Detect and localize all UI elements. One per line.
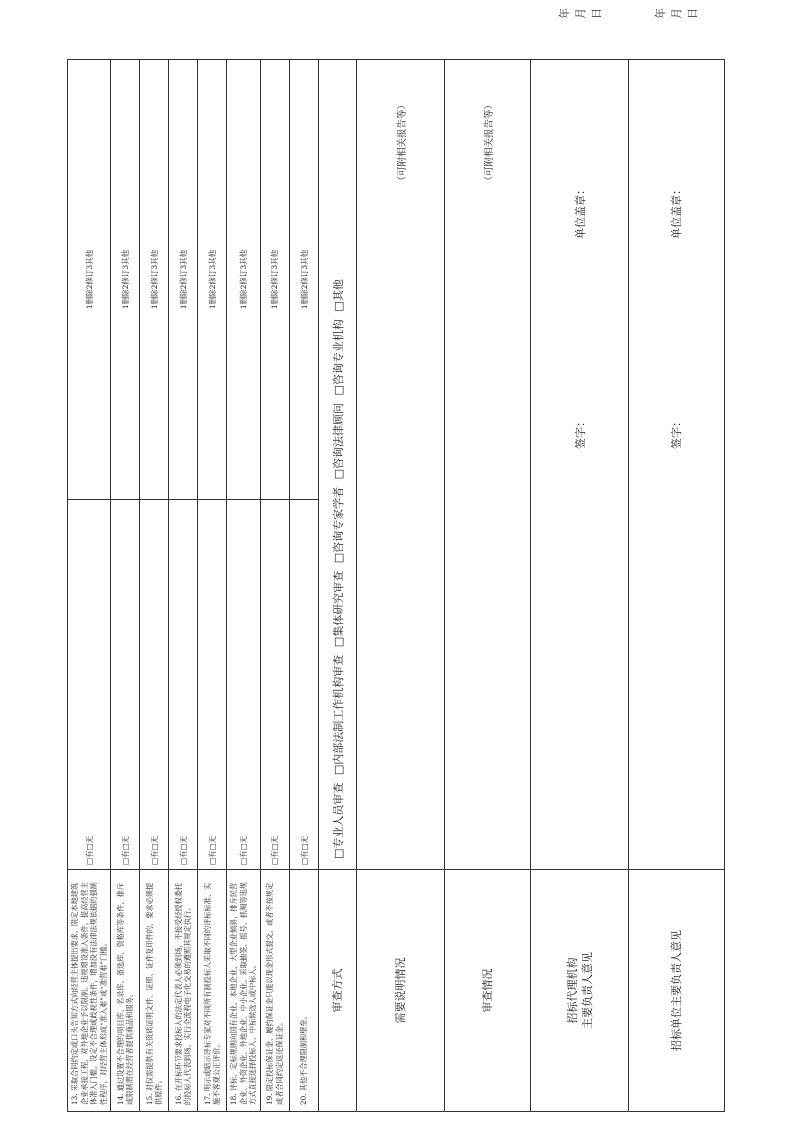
agency-year-label: 年 bbox=[557, 8, 571, 19]
agency-seal-label: 单位盖章： bbox=[573, 184, 587, 239]
criterion-text: 15. 对仅需提供有关资质证明文件、证照、证件复印件的，要求必须提供原件。 bbox=[140, 870, 169, 1112]
agency-month-label: 月 bbox=[573, 8, 587, 19]
option-professional[interactable]: □专业人员审查 bbox=[331, 782, 345, 859]
tenderer-opinion-row bbox=[628, 60, 724, 1112]
handling-options: 1删除2修订3其他 bbox=[68, 60, 111, 500]
explain-label: 需要说明情况 bbox=[357, 870, 445, 1112]
option-legal-advisor[interactable]: □咨询法律顾问 bbox=[331, 402, 345, 480]
agency-opinion-label bbox=[531, 870, 628, 1112]
agency-label-line1: 招标代理机构 bbox=[565, 957, 579, 1024]
criterion-text: 19. 限定投标保证金、履约保证金只能以现金形式提交，或者不按规定或者合同约定返还保证金。 bbox=[260, 870, 289, 1112]
yes-no-checkbox[interactable]: □有□无 bbox=[68, 500, 111, 870]
yes-no-checkbox[interactable]: □有□无 bbox=[227, 500, 261, 870]
yes-no-checkbox[interactable]: □有□无 bbox=[260, 500, 289, 870]
option-other[interactable]: □其他 bbox=[331, 279, 345, 312]
criterion-text: 18. 评标、定标规则向国有企业、本地企业、大型企业倾斜，排斥民营企业、外资企业、外地企业、中小企业。采取抽签、摇号、抓阄等违规方式直接选择投标人、中标候选人或中标人。 bbox=[227, 870, 261, 1112]
criterion-row bbox=[198, 60, 227, 1112]
tenderer-year-label: 年 bbox=[654, 8, 668, 19]
yes-no-checkbox[interactable]: □有□无 bbox=[198, 500, 227, 870]
criterion-text: 14. 通过设置不合理的项目库、名录库、备选库、资格库等条件，排斥或限制潜在经营者提供商品和服务。 bbox=[111, 870, 140, 1112]
criterion-row bbox=[140, 60, 169, 1112]
explain-note[interactable]: （可附相关报告等） bbox=[357, 60, 445, 870]
review-method-row bbox=[319, 60, 357, 1112]
option-internal-legal[interactable]: □内部法制工作机构审查 bbox=[331, 654, 345, 776]
yes-no-checkbox[interactable]: □有□无 bbox=[169, 500, 198, 870]
agency-opinion-row bbox=[531, 60, 628, 1112]
handling-options: 1删除2修订3其他 bbox=[227, 60, 261, 500]
explain-row bbox=[357, 60, 445, 1112]
rotated-form bbox=[67, 8, 725, 1112]
review-form-table bbox=[67, 8, 725, 1112]
review-method-options bbox=[319, 60, 357, 870]
tenderer-opinion-label: 招标单位主要负责人意见 bbox=[628, 870, 724, 1112]
review-note[interactable]: （可附相关报告等） bbox=[445, 60, 531, 870]
tenderer-seal-label: 单位盖章： bbox=[670, 184, 684, 239]
option-collective[interactable]: □集体研究审查 bbox=[331, 570, 345, 648]
criterion-row bbox=[169, 60, 198, 1112]
yes-no-checkbox[interactable]: □有□无 bbox=[111, 500, 140, 870]
option-experts[interactable]: □咨询专家学者 bbox=[331, 486, 345, 564]
agency-signature-label: 签字： bbox=[573, 416, 587, 449]
criterion-text: 20. 其他不合理限制和壁垒。 bbox=[289, 870, 318, 1112]
handling-options: 1删除2修订3其他 bbox=[260, 60, 289, 500]
handling-options: 1删除2修订3其他 bbox=[140, 60, 169, 500]
criterion-row bbox=[289, 60, 318, 1112]
criterion-text: 13. 采取合同约定或口头告知方式向经营主体提出要求，限定本地建筑企业承接工程，对外地企业予以限制。违规增设准入条件，提高经营主体准入门槛。设定不合理或歧视性条件，增加没有法律法规依据的强制性程序，对经营主体形成“准入难”或“准营难”门槛。 bbox=[68, 870, 111, 1112]
yes-no-checkbox[interactable]: □有□无 bbox=[289, 500, 318, 870]
agency-label-line2: 主要负责人意见 bbox=[580, 952, 594, 1029]
option-professional-agency[interactable]: □咨询专业机构 bbox=[331, 319, 345, 396]
criterion-text: 16. 在开标环节要求投标人的法定代表人必须到场，不接受经授权委托的投标人代表到场。实行全流程电子化交易的遵照其规定执行。 bbox=[169, 870, 198, 1112]
handling-options: 1删除2修订3其他 bbox=[111, 60, 140, 500]
yes-no-checkbox[interactable]: □有□无 bbox=[140, 500, 169, 870]
agency-day-label: 日 bbox=[589, 8, 603, 19]
tenderer-day-label: 日 bbox=[686, 8, 700, 19]
criterion-row bbox=[68, 60, 111, 1112]
review-row bbox=[445, 60, 531, 1112]
agency-opinion-field[interactable] bbox=[531, 8, 628, 870]
tenderer-month-label: 月 bbox=[670, 8, 684, 19]
review-label: 审查情况 bbox=[445, 870, 531, 1112]
tenderer-signature-label: 签字： bbox=[670, 416, 684, 449]
handling-options: 1删除2修订3其他 bbox=[289, 60, 318, 500]
handling-options: 1删除2修订3其他 bbox=[169, 60, 198, 500]
tenderer-opinion-field[interactable] bbox=[628, 8, 724, 870]
criterion-text: 17. 明示或暗示评标专家对不同所有制投标人采取不同的评标标准、实施不客观公正评价。 bbox=[198, 870, 227, 1112]
criterion-row bbox=[227, 60, 261, 1112]
handling-options: 1删除2修订3其他 bbox=[198, 60, 227, 500]
criterion-row bbox=[111, 60, 140, 1112]
review-method-label: 审查方式 bbox=[319, 870, 357, 1112]
agency-date bbox=[556, 0, 604, 19]
tenderer-date bbox=[652, 0, 700, 19]
criterion-row bbox=[260, 60, 289, 1112]
